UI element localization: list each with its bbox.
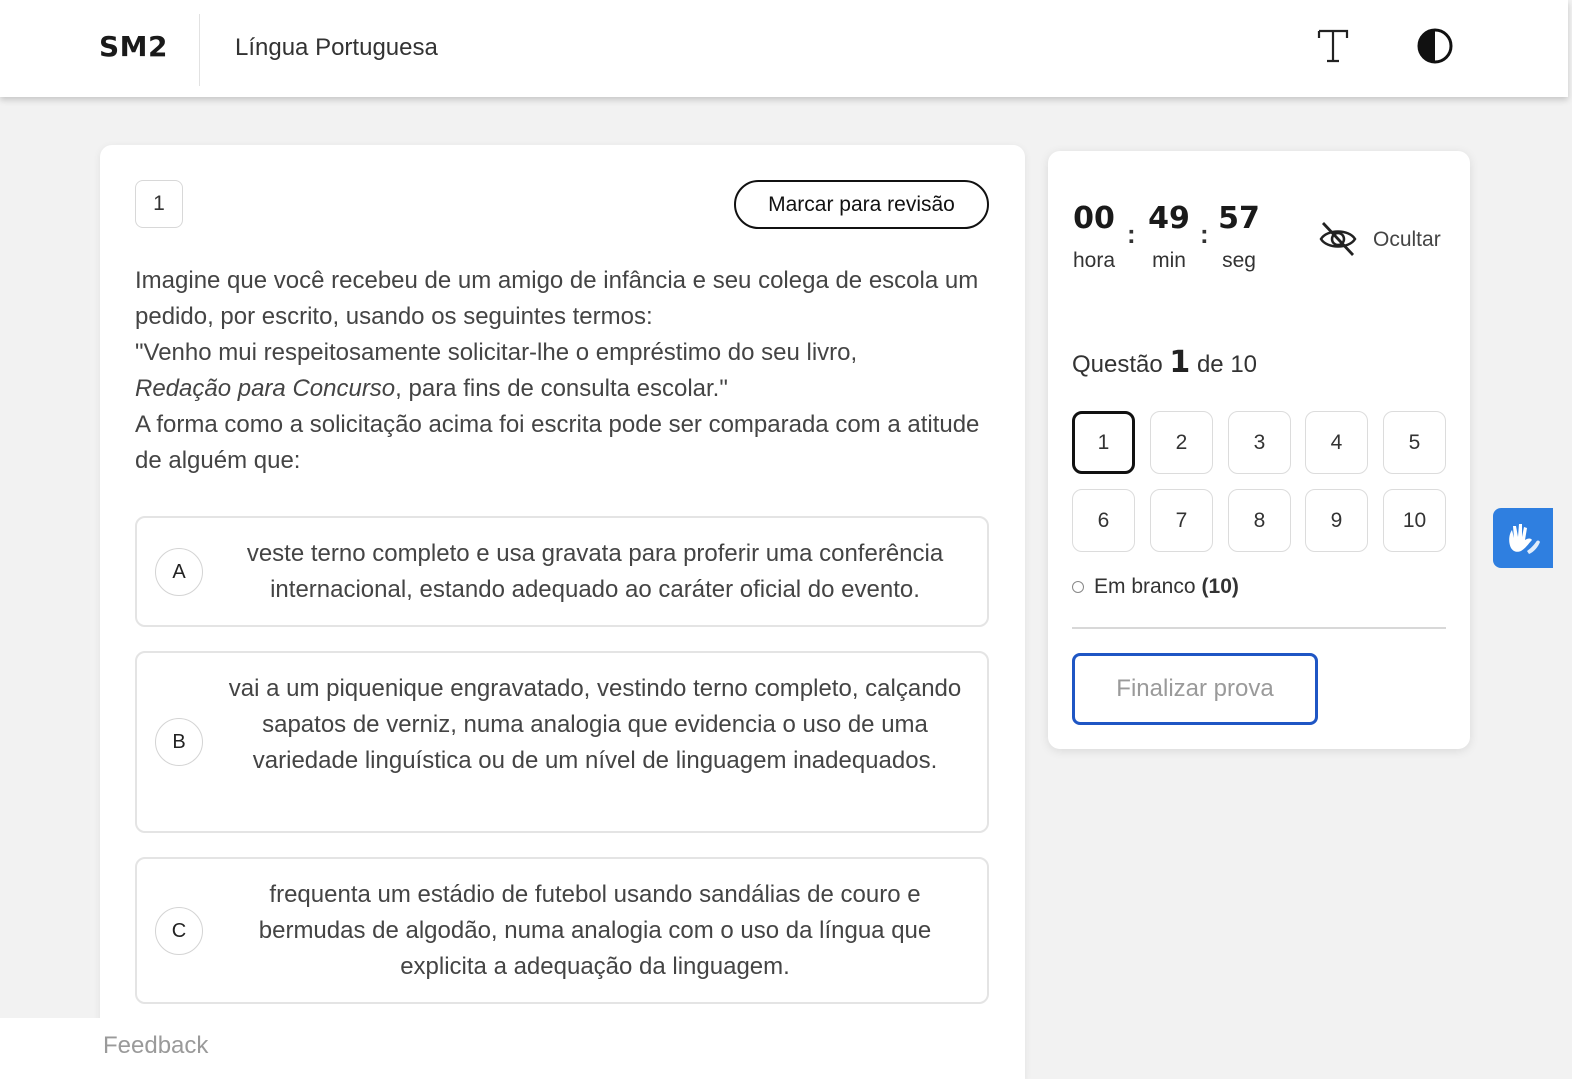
brand-logo: SM2 (99, 30, 169, 63)
option-letter[interactable]: A (155, 548, 203, 596)
timer-minutes-label: min (1152, 249, 1186, 272)
finish-exam-button[interactable]: Finalizar prova (1072, 653, 1318, 725)
timer-seconds: 57 (1218, 201, 1260, 236)
option-text: frequenta um estádio de futebol usando sandálias de couro e bermudas de algodão, numa analogia com o uso da língua que explicita a adequação da linguagem. (258, 881, 932, 980)
blank-dot-icon (1072, 581, 1084, 593)
question-nav-6[interactable]: 6 (1072, 489, 1135, 552)
sign-language-hands-icon (1503, 518, 1543, 558)
timer-hours-label: hora (1072, 249, 1116, 272)
option-text: veste terno completo e usa gravata para proferir uma conferência internacional, estando adequado ao caráter oficial do evento. (246, 540, 944, 603)
option-text: vai a um piquenique engravatado, vestindo terno completo, calçando sapatos de verniz, numa analogia que evidencia o uso de uma variedade linguística ou de um nível de linguagem inadequados. (228, 675, 962, 774)
question-nav-8[interactable]: 8 (1228, 489, 1291, 552)
option-letter[interactable]: B (155, 718, 203, 766)
stem-paragraph: Imagine que você recebeu de um amigo de infância e seu colega de escola um pedido, por escrito, usando os seguintes termos: (135, 267, 979, 330)
question-number-badge: 1 (135, 180, 183, 228)
option-c[interactable] (135, 857, 989, 1004)
stem-prompt: A forma como a solicitação acima foi escrita pode ser comparada com a atitude de alguém que: (135, 411, 980, 474)
question-nav-9[interactable]: 9 (1305, 489, 1368, 552)
question-nav-4[interactable]: 4 (1305, 411, 1368, 474)
panel-divider (1072, 627, 1446, 629)
question-card (100, 145, 1025, 1079)
sign-language-widget[interactable] (1493, 508, 1553, 568)
blank-count: (10) (1201, 575, 1239, 598)
option-a[interactable] (135, 516, 989, 627)
question-nav-1[interactable]: 1 (1072, 411, 1135, 474)
text-size-icon[interactable] (1316, 28, 1350, 64)
header-divider (199, 14, 200, 86)
question-nav-7[interactable]: 7 (1150, 489, 1213, 552)
blank-legend: Em branco (10) (1072, 575, 1239, 599)
timer-separator: : (1200, 219, 1209, 249)
mark-for-review-button[interactable]: Marcar para revisão (734, 180, 989, 229)
current-question: 1 (1169, 345, 1191, 380)
timer-hours: 00 (1073, 201, 1115, 236)
contrast-icon[interactable] (1416, 27, 1454, 65)
eye-off-icon[interactable] (1318, 219, 1358, 259)
top-header (0, 0, 1568, 97)
timer-seconds-label: seg (1222, 249, 1256, 272)
hide-timer-label[interactable]: Ocultar (1373, 228, 1441, 251)
question-nav-2[interactable]: 2 (1150, 411, 1213, 474)
option-letter[interactable]: C (155, 907, 203, 955)
exam-side-panel (1048, 151, 1470, 749)
question-nav-5[interactable]: 5 (1383, 411, 1446, 474)
question-stem (135, 263, 995, 479)
question-progress: Questão 1 de 10 (1072, 345, 1258, 380)
feedback-link[interactable]: Feedback (103, 1032, 209, 1059)
subject-title: Língua Portuguesa (235, 34, 438, 61)
stem-quote: "Venho mui respeitosamente solicitar-lhe o empréstimo do seu livro, Redação para Concurso, para fins de consulta escolar." (135, 339, 858, 402)
timer-minutes: 49 (1148, 201, 1190, 236)
timer-separator: : (1127, 219, 1136, 249)
question-nav-3[interactable]: 3 (1228, 411, 1291, 474)
book-title: Redação para Concurso (135, 375, 396, 402)
option-b[interactable] (135, 651, 989, 833)
question-nav-10[interactable]: 10 (1383, 489, 1446, 552)
